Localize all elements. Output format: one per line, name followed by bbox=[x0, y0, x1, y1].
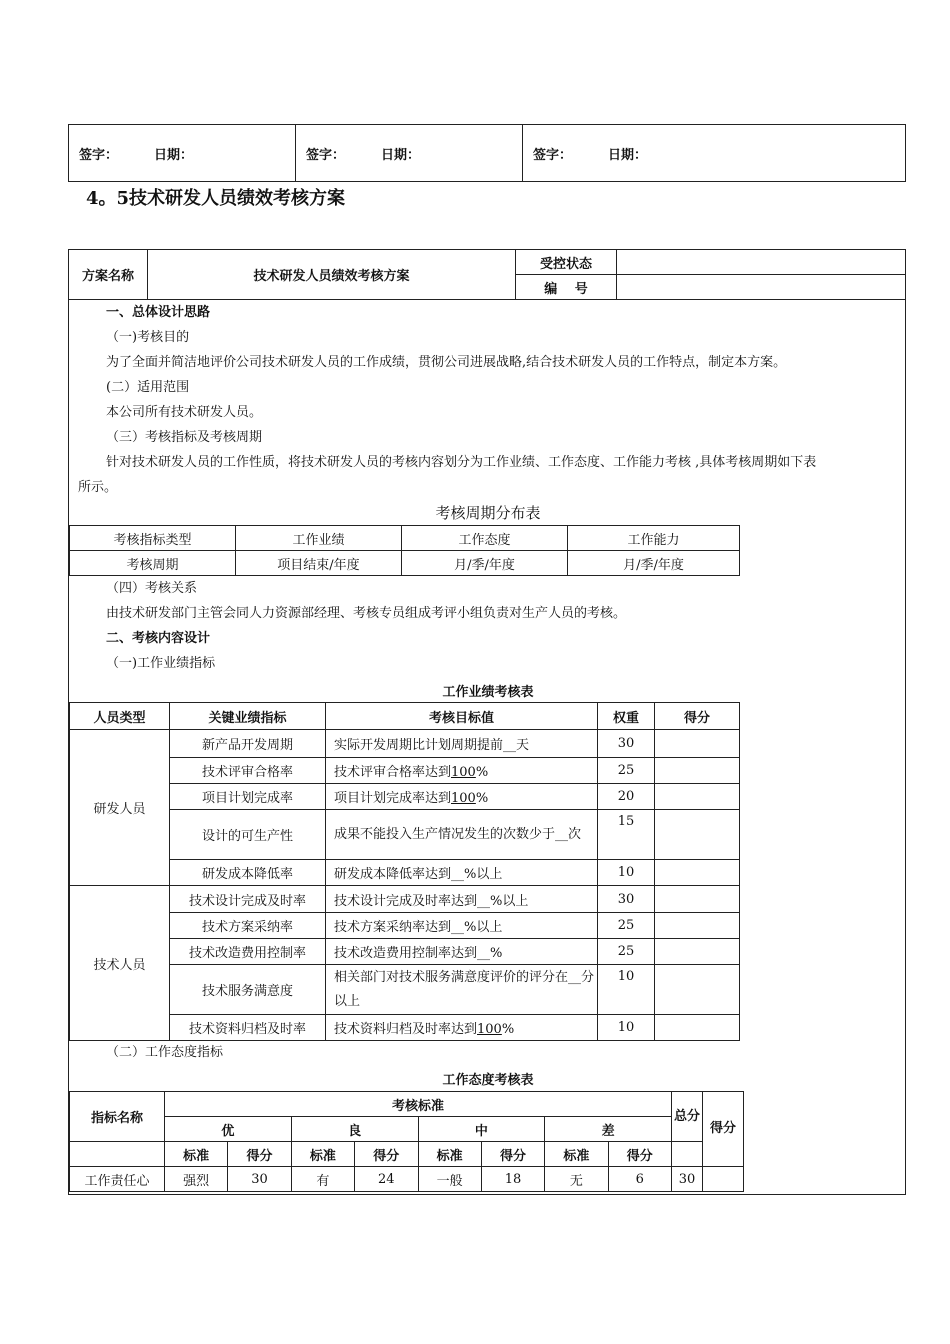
table-cell: 月/季/年度 bbox=[568, 551, 740, 576]
indicator-name: 工作责任心 bbox=[70, 1167, 165, 1192]
table-row bbox=[70, 939, 740, 965]
kpi-cell: 技术改造费用控制率 bbox=[170, 939, 326, 965]
level-good: 良 bbox=[291, 1117, 418, 1142]
subsection-performance: （一)工作业绩指标 bbox=[106, 656, 216, 671]
table-row bbox=[70, 526, 740, 551]
table-row bbox=[70, 886, 740, 913]
target-cell: 技术评审合格率达到100% bbox=[326, 758, 598, 784]
header-cell: 考核目标值 bbox=[326, 703, 598, 730]
sub-header-standard: 标准 bbox=[165, 1142, 228, 1167]
plan-name-value: 技术研发人员绩效考核方案 bbox=[148, 250, 516, 300]
cycle-table bbox=[69, 525, 740, 576]
score-cell bbox=[655, 1015, 740, 1041]
standard-label: 考核标准 bbox=[165, 1092, 672, 1117]
attitude-table-title: 工作态度考核表 bbox=[442, 1073, 534, 1088]
level-excellent: 优 bbox=[165, 1117, 292, 1142]
table-row bbox=[70, 913, 740, 939]
weight-cell: 20 bbox=[598, 784, 655, 810]
perf-table-title: 工作业绩考核表 bbox=[442, 685, 534, 700]
score-cell bbox=[655, 730, 740, 758]
number-label: 编 号 bbox=[516, 275, 617, 300]
table-cell: 有 bbox=[291, 1167, 354, 1192]
target-cell: 相关部门对技术服务满意度评价的评分在__分以上 bbox=[326, 965, 598, 1015]
indicators-text-cont: 所示。 bbox=[78, 480, 118, 495]
table-header-row bbox=[70, 1117, 744, 1142]
header-cell: 关键业绩指标 bbox=[170, 703, 326, 730]
indicators-text: 针对技术研发人员的工作性质，将技术研发人员的考核内容划分为工作业绩、工作态度、工作能力考核 ,具体考核周期如下表 bbox=[106, 455, 817, 470]
score-cell bbox=[655, 810, 740, 860]
total-cell: 30 bbox=[672, 1167, 703, 1192]
target-cell: 技术设计完成及时率达到__%以上 bbox=[326, 886, 598, 913]
staff-type-cell: 技术人员 bbox=[70, 886, 170, 1041]
signature-cell: 签字： 日期： bbox=[296, 125, 523, 182]
sub-header-score: 得分 bbox=[481, 1142, 544, 1167]
scope-text: 本公司所有技术研发人员。 bbox=[106, 405, 263, 420]
table-cell: 6 bbox=[608, 1167, 671, 1192]
plan-name-label: 方案名称 bbox=[69, 250, 148, 300]
level-medium: 中 bbox=[418, 1117, 545, 1142]
table-row bbox=[70, 551, 740, 576]
table-row bbox=[70, 860, 740, 886]
signature-cell: 签字： 日期： bbox=[69, 125, 296, 182]
section-heading: 4。5技术研发人员绩效考核方案 bbox=[86, 188, 346, 209]
kpi-cell: 技术设计完成及时率 bbox=[170, 886, 326, 913]
score-cell bbox=[655, 758, 740, 784]
subsection-attitude: （二）工作态度指标 bbox=[106, 1045, 224, 1060]
total-label: 总分 bbox=[672, 1092, 703, 1142]
weight-cell: 10 bbox=[598, 860, 655, 886]
control-status-label: 受控状态 bbox=[516, 250, 617, 275]
weight-cell: 30 bbox=[598, 730, 655, 758]
kpi-cell: 技术方案采纳率 bbox=[170, 913, 326, 939]
score-cell bbox=[655, 784, 740, 810]
table-cell: 月/季/年度 bbox=[402, 551, 568, 576]
target-cell: 技术资料归档及时率达到100% bbox=[326, 1015, 598, 1041]
weight-cell: 15 bbox=[598, 810, 655, 860]
kpi-cell: 研发成本降低率 bbox=[170, 860, 326, 886]
table-row bbox=[70, 965, 740, 1015]
weight-cell: 25 bbox=[598, 939, 655, 965]
table-row bbox=[70, 1167, 744, 1192]
score-cell bbox=[655, 913, 740, 939]
weight-cell: 25 bbox=[598, 913, 655, 939]
signature-cell: 签字： 日期： bbox=[523, 125, 906, 182]
table-row bbox=[70, 810, 740, 860]
table-cell: 一般 bbox=[418, 1167, 481, 1192]
target-cell: 技术改造费用控制率达到__% bbox=[326, 939, 598, 965]
table-header-row bbox=[70, 1142, 744, 1167]
number-value bbox=[617, 275, 906, 300]
control-status-value bbox=[617, 250, 906, 275]
plan-header-table bbox=[68, 249, 906, 300]
table-cell: 无 bbox=[545, 1167, 608, 1192]
weight-cell: 25 bbox=[598, 758, 655, 784]
table-row bbox=[70, 730, 740, 758]
weight-cell: 10 bbox=[598, 965, 655, 1015]
table-cell: 项目结束/年度 bbox=[236, 551, 402, 576]
table-cell: 考核指标类型 bbox=[70, 526, 236, 551]
header-cell: 人员类型 bbox=[70, 703, 170, 730]
kpi-cell: 技术资料归档及时率 bbox=[170, 1015, 326, 1041]
score-cell bbox=[655, 860, 740, 886]
attitude-table bbox=[69, 1091, 744, 1192]
target-cell: 成果不能投入生产情况发生的次数少于__次 bbox=[326, 810, 598, 860]
kpi-cell: 项目计划完成率 bbox=[170, 784, 326, 810]
table-cell: 24 bbox=[355, 1167, 418, 1192]
weight-cell: 10 bbox=[598, 1015, 655, 1041]
table-cell: 30 bbox=[228, 1167, 291, 1192]
empty-cell bbox=[70, 1142, 165, 1167]
score-cell bbox=[655, 965, 740, 1015]
purpose-text: 为了全面并简洁地评价公司技术研发人员的工作成绩，贯彻公司进展战略,结合技术研发人员的工作特点，制定本方案。 bbox=[106, 355, 787, 370]
header-cell: 得分 bbox=[655, 703, 740, 730]
table-cell: 强烈 bbox=[165, 1167, 228, 1192]
subsection-relations: （四）考核关系 bbox=[106, 581, 198, 596]
signature-table bbox=[68, 124, 906, 182]
staff-type-cell: 研发人员 bbox=[70, 730, 170, 886]
table-row bbox=[70, 1015, 740, 1041]
table-cell: 考核周期 bbox=[70, 551, 236, 576]
section-1-title: 一、总体设计思路 bbox=[106, 305, 211, 320]
target-cell: 实际开发周期比计划周期提前__天 bbox=[326, 730, 598, 758]
sub-header-standard: 标准 bbox=[291, 1142, 354, 1167]
table-header-row bbox=[70, 1092, 744, 1117]
header-cell: 权重 bbox=[598, 703, 655, 730]
subsection-scope: (二）适用范围 bbox=[106, 380, 190, 395]
sub-header-standard: 标准 bbox=[545, 1142, 608, 1167]
kpi-cell: 设计的可生产性 bbox=[170, 810, 326, 860]
table-cell: 工作能力 bbox=[568, 526, 740, 551]
table-cell: 18 bbox=[481, 1167, 544, 1192]
sub-header-standard: 标准 bbox=[418, 1142, 481, 1167]
sub-header-score: 得分 bbox=[608, 1142, 671, 1167]
indicator-label: 指标名称 bbox=[70, 1092, 165, 1142]
level-poor: 差 bbox=[545, 1117, 672, 1142]
kpi-cell: 技术服务满意度 bbox=[170, 965, 326, 1015]
table-cell: 工作业绩 bbox=[236, 526, 402, 551]
weight-cell: 30 bbox=[598, 886, 655, 913]
performance-table bbox=[69, 702, 740, 1041]
sub-header-score: 得分 bbox=[228, 1142, 291, 1167]
target-cell: 研发成本降低率达到__%以上 bbox=[326, 860, 598, 886]
kpi-cell: 技术评审合格率 bbox=[170, 758, 326, 784]
kpi-cell: 新产品开发周期 bbox=[170, 730, 326, 758]
cycle-table-title: 考核周期分布表 bbox=[435, 504, 541, 522]
score-cell bbox=[655, 939, 740, 965]
score-label: 得分 bbox=[703, 1092, 744, 1167]
target-cell: 项目计划完成率达到100% bbox=[326, 784, 598, 810]
subsection-indicators: （三）考核指标及考核周期 bbox=[106, 430, 263, 445]
table-cell: 工作态度 bbox=[402, 526, 568, 551]
table-header-row bbox=[70, 703, 740, 730]
section-2-title: 二、考核内容设计 bbox=[106, 631, 211, 646]
empty-cell bbox=[672, 1142, 703, 1167]
subsection-purpose: （一)考核目的 bbox=[106, 330, 190, 345]
sub-header-score: 得分 bbox=[355, 1142, 418, 1167]
target-cell: 技术方案采纳率达到__%以上 bbox=[326, 913, 598, 939]
score-cell bbox=[703, 1167, 744, 1192]
table-row bbox=[70, 784, 740, 810]
relations-text: 由技术研发部门主管会同人力资源部经理、考核专员组成考评小组负责对生产人员的考核。 bbox=[106, 606, 627, 621]
score-cell bbox=[655, 886, 740, 913]
table-row bbox=[70, 758, 740, 784]
